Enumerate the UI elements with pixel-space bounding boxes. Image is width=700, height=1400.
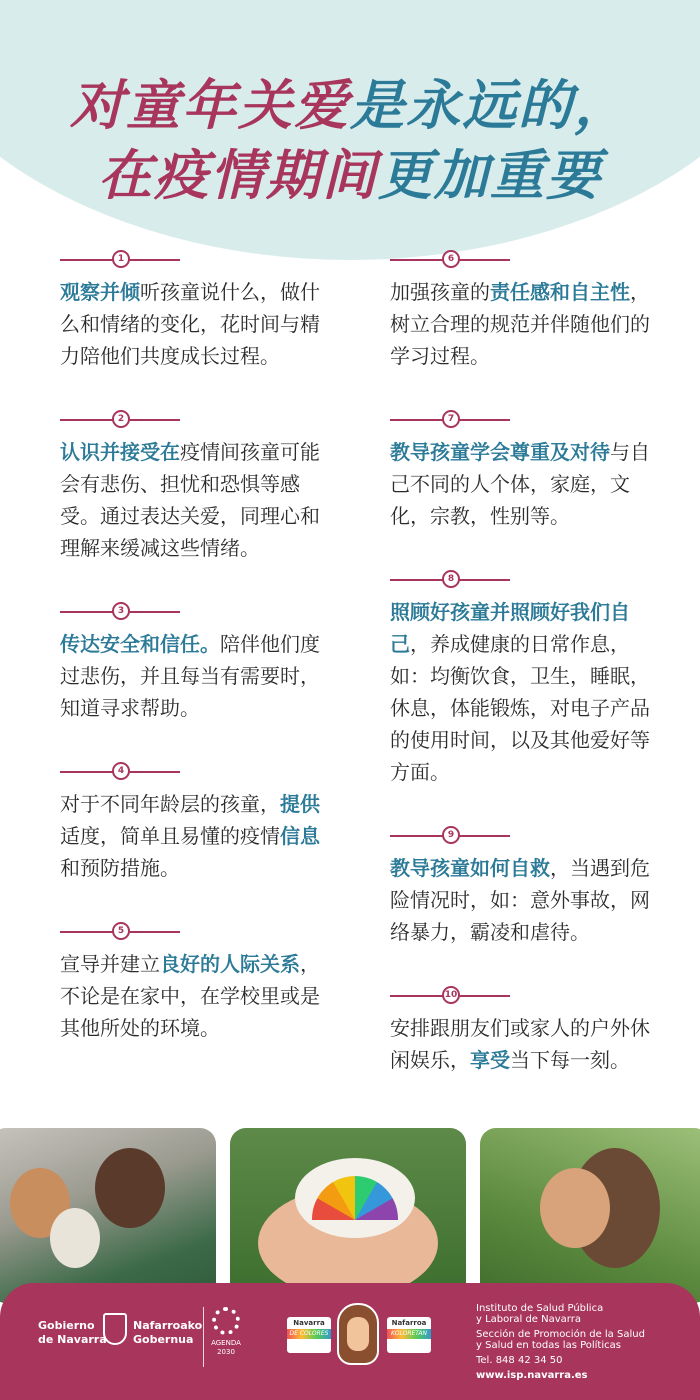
- tip-text: [390, 276, 655, 372]
- tip-item: [60, 250, 325, 372]
- tip-body-text: 宣导并建立: [60, 952, 160, 976]
- tip-number-marker: [390, 570, 510, 590]
- tip-body-text: 陪伴他们度过悲伤，并且每当有需要时，知道寻求帮助。: [60, 632, 320, 720]
- tip-item: [60, 922, 325, 1044]
- tip-text: [60, 276, 325, 372]
- tip-number: 5: [112, 922, 130, 940]
- institute-info: [476, 1303, 645, 1381]
- tip-item: [390, 570, 655, 788]
- tip-text: [390, 852, 655, 948]
- agenda-line: AGENDA: [211, 1339, 241, 1347]
- logo-divider: [203, 1307, 204, 1367]
- tip-item: [390, 410, 655, 532]
- agenda-line: 2030: [217, 1348, 235, 1356]
- photo-rainbow-stone: [230, 1128, 466, 1303]
- tip-highlight: 享受: [470, 1048, 510, 1072]
- tip-number: 3: [112, 602, 130, 620]
- left-column: [60, 250, 325, 1082]
- title-part: 是永远的，: [350, 73, 630, 137]
- website-link[interactable]: www.isp.navarra.es: [476, 1370, 588, 1381]
- campaign-face-icon: [337, 1303, 379, 1365]
- tip-number: 1: [112, 250, 130, 268]
- photo-strip: [0, 1128, 700, 1303]
- tip-item: [60, 410, 325, 564]
- navarra-de-colores-badge: [287, 1317, 331, 1353]
- son-figure: [540, 1168, 610, 1248]
- tip-highlight: 认识并接受在: [60, 440, 180, 464]
- tip-body-text: 对于不同年龄层的孩童，: [60, 792, 280, 816]
- tip-item: [390, 250, 655, 372]
- agenda-2030-icon: [212, 1307, 240, 1335]
- tip-number: 8: [442, 570, 460, 588]
- tip-body-text: 当下每一刻。: [510, 1048, 630, 1072]
- nafarroa-koloretan-badge: [387, 1317, 431, 1353]
- tip-body-text: 疫情间孩童可能会有悲伤、担忧和恐惧等感受。通过表达关爱，同理心和理解来缓减这些情绪。: [60, 440, 320, 560]
- tip-body-text: 与自己不同的人个体，家庭，文化，宗教，性别等。: [390, 440, 650, 528]
- info-line: Sección de Promoción de la Salud: [476, 1329, 645, 1340]
- gobierno-line: de Navarra: [38, 1333, 107, 1346]
- tip-number: 7: [442, 410, 460, 428]
- tip-highlight: 责任感和自主性: [490, 280, 630, 304]
- tip-number: 6: [442, 250, 460, 268]
- badge-subtitle: KOLORETAN: [387, 1329, 431, 1339]
- tip-number: 9: [442, 826, 460, 844]
- gobierno-logo-text: [38, 1319, 107, 1347]
- tip-highlight: 教导孩童学会尊重及对待: [390, 440, 610, 464]
- tip-item: [390, 986, 655, 1076]
- photo-mother-daughter: [0, 1128, 216, 1303]
- tip-highlight: 传达安全和信任。: [60, 632, 220, 656]
- tip-number-marker: [390, 410, 510, 430]
- tip-number-marker: [60, 922, 180, 942]
- tip-text: [60, 788, 325, 884]
- tip-text: [60, 948, 325, 1044]
- tip-text: [60, 628, 325, 724]
- tip-number-marker: [60, 250, 180, 270]
- mother-figure: [95, 1148, 165, 1228]
- page-title: [0, 70, 700, 210]
- tip-body-text: ，当遇到危险情况时，如：意外事故，网络暴力，霸凌和虐待。: [390, 856, 650, 944]
- tip-item: [390, 826, 655, 948]
- badge-subtitle: DE COLORES: [287, 1329, 331, 1339]
- tip-text: [390, 596, 655, 788]
- nafar-line: Gobernua: [133, 1333, 194, 1346]
- info-line: Instituto de Salud Pública: [476, 1303, 604, 1314]
- tip-body-text: 和预防措施。: [60, 856, 180, 880]
- tip-highlight: 照顾好孩童并照顾好我们自己: [390, 600, 630, 656]
- tip-highlight: 教导孩童如何自救: [390, 856, 550, 880]
- tip-highlight: 信息: [280, 824, 320, 848]
- info-line: Tel. 848 42 34 50: [476, 1355, 563, 1366]
- photo-father-son: [480, 1128, 700, 1303]
- navarra-crest-icon: [103, 1313, 127, 1345]
- tip-number-marker: [60, 410, 180, 430]
- tip-number-marker: [60, 602, 180, 622]
- agenda-2030-text: [208, 1339, 244, 1357]
- tip-number-marker: [390, 826, 510, 846]
- badge-title: Nafarroa: [391, 1319, 427, 1327]
- tip-number: 2: [112, 410, 130, 428]
- gobierno-line: Gobierno: [38, 1319, 95, 1332]
- title-part: 在疫情期间: [98, 143, 378, 207]
- tip-body-text: 加强孩童的: [390, 280, 490, 304]
- tip-body-text: 听孩童说什么，做什么和情绪的变化，花时间与精力陪他们共度成长过程。: [60, 280, 320, 368]
- title-part: 对童年关爱: [70, 73, 350, 137]
- tip-number: 10: [442, 986, 460, 1004]
- face-skin: [347, 1317, 369, 1351]
- tip-body-text: 适度，简单且易懂的疫情: [60, 824, 280, 848]
- tip-text: [390, 1012, 655, 1076]
- tip-text: [60, 436, 325, 564]
- nafar-line: Nafarroako: [133, 1319, 203, 1332]
- tip-body-text: ，不论是在家中，在学校里或是其他所处的环境。: [60, 952, 320, 1040]
- tip-highlight: 提供: [280, 792, 320, 816]
- tip-number: 4: [112, 762, 130, 780]
- teddy-bear: [50, 1208, 100, 1268]
- tip-number-marker: [390, 986, 510, 1006]
- right-column: [390, 250, 655, 1114]
- tip-number-marker: [390, 250, 510, 270]
- tip-body-text: 安排跟朋友们或家人的户外休闲娱乐，: [390, 1016, 650, 1072]
- title-part: 更加重要: [378, 143, 602, 207]
- tip-highlight: 良好的人际关系: [160, 952, 300, 976]
- tip-item: [60, 762, 325, 884]
- title-line-1: [0, 70, 700, 140]
- tip-body-text: ，树立合理的规范并伴随他们的学习过程。: [390, 280, 650, 368]
- info-line: y Salud en todas las Políticas: [476, 1340, 621, 1351]
- tip-number-marker: [60, 762, 180, 782]
- tip-text: [390, 436, 655, 532]
- title-line-2: [0, 140, 700, 210]
- tip-body-text: ，养成健康的日常作息，如：均衡饮食，卫生，睡眠，休息，体能锻炼，对电子产品的使用时间，以及其他爱好等方面。: [390, 632, 650, 784]
- badge-title: Navarra: [293, 1319, 325, 1327]
- tip-highlight: 观察并倾: [60, 280, 140, 304]
- tip-item: [60, 602, 325, 724]
- footer-bar: [0, 1283, 700, 1400]
- info-line: y Laboral de Navarra: [476, 1314, 581, 1325]
- nafarroako-logo-text: [133, 1319, 202, 1347]
